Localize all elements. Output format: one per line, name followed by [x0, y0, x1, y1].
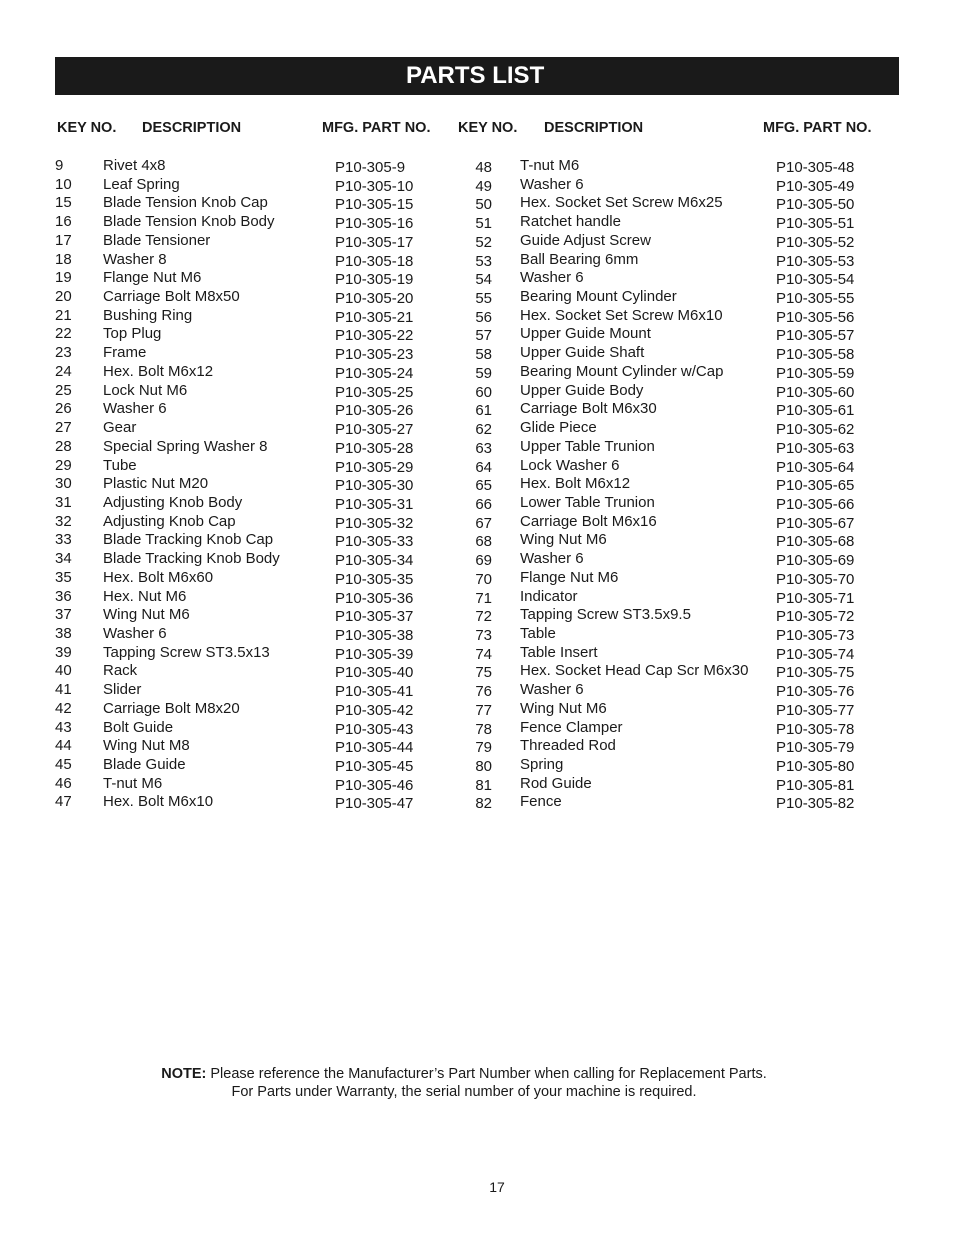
key-no: 77 — [475, 701, 492, 719]
key-no: 57 — [475, 327, 492, 345]
mfg-part-no: P10-305-68 — [776, 533, 855, 551]
mfg-part-no: P10-305-71 — [776, 589, 855, 607]
description: Fence Clamper — [520, 718, 623, 736]
mfg-part-no: P10-305-56 — [776, 308, 855, 326]
parts-row — [55, 382, 475, 401]
description: Upper Table Trunion — [520, 437, 655, 455]
mfg-part-no: P10-305-46 — [335, 776, 414, 794]
key-no: 29 — [55, 456, 72, 474]
description: Blade Tensioner — [103, 231, 211, 249]
mfg-part-no: P10-305-27 — [335, 421, 414, 439]
mfg-part-no: P10-305-61 — [776, 402, 855, 420]
header-key-no-left: KEY NO. — [57, 120, 117, 136]
mfg-part-no: P10-305-65 — [776, 477, 855, 495]
mfg-part-no: P10-305-31 — [335, 495, 414, 513]
parts-row — [55, 494, 475, 513]
parts-row — [55, 176, 475, 195]
description: Washer 6 — [520, 269, 584, 287]
description: Wing Nut M8 — [103, 737, 190, 755]
description: Hex. Socket Set Screw M6x25 — [520, 194, 723, 212]
description: Fence — [520, 793, 562, 811]
key-no: 26 — [55, 400, 72, 418]
title-banner — [55, 57, 899, 95]
page-title: PARTS LIST — [406, 62, 545, 89]
mfg-part-no: P10-305-9 — [335, 159, 406, 176]
mfg-part-no: P10-305-64 — [776, 458, 855, 476]
description: Tube — [103, 456, 137, 474]
key-no: 47 — [55, 793, 72, 811]
mfg-part-no: P10-305-44 — [335, 739, 414, 757]
parts-row — [55, 475, 475, 494]
description: T-nut M6 — [103, 774, 163, 792]
mfg-part-no: P10-305-24 — [335, 364, 414, 382]
key-no: 18 — [55, 250, 72, 268]
description: Hex. Bolt M6x12 — [103, 362, 214, 380]
parts-row — [55, 793, 475, 812]
mfg-part-no: P10-305-74 — [776, 645, 855, 663]
parts-row — [55, 251, 475, 270]
header-mfg-part-no-right: MFG. PART NO. — [763, 120, 872, 136]
parts-row — [55, 363, 475, 382]
mfg-part-no: P10-305-75 — [776, 664, 855, 682]
description: Top Plug — [103, 325, 162, 343]
mfg-part-no: P10-305-16 — [335, 215, 414, 233]
key-no: 16 — [55, 213, 72, 231]
key-no: 24 — [55, 362, 72, 380]
description: Threaded Rod — [520, 737, 616, 755]
key-no: 38 — [55, 624, 72, 642]
parts-row — [465, 325, 885, 344]
description: Carriage Bolt M8x50 — [103, 288, 240, 306]
header-key-no-right: KEY NO. — [458, 120, 518, 136]
mfg-part-no: P10-305-19 — [335, 271, 414, 289]
key-no: 42 — [55, 699, 72, 717]
mfg-part-no: P10-305-76 — [776, 683, 855, 701]
description: Hex. Socket Set Screw M6x10 — [520, 306, 723, 324]
key-no: 36 — [55, 587, 72, 605]
description: Gear — [103, 419, 137, 437]
key-no: 60 — [475, 383, 492, 401]
parts-row — [465, 513, 885, 532]
description: Tapping Screw ST3.5x9.5 — [520, 606, 691, 624]
description: Upper Guide Shaft — [520, 344, 645, 362]
key-no: 69 — [475, 552, 492, 570]
key-no: 9 — [55, 157, 64, 174]
note — [0, 1065, 928, 1101]
description: Table — [520, 624, 556, 642]
parts-row — [465, 194, 885, 213]
key-no: 20 — [55, 288, 72, 306]
key-no: 31 — [55, 493, 72, 511]
parts-row — [55, 700, 475, 719]
mfg-part-no: P10-305-79 — [776, 739, 855, 757]
mfg-part-no: P10-305-60 — [776, 383, 855, 401]
mfg-part-no: P10-305-55 — [776, 290, 855, 308]
parts-row — [55, 232, 475, 251]
note-line-2: For Parts under Warranty, the serial number of your machine is required. — [231, 1084, 697, 1100]
mfg-part-no: P10-305-62 — [776, 421, 855, 439]
key-no: 17 — [55, 231, 72, 249]
key-no: 27 — [55, 419, 72, 437]
parts-row — [465, 457, 885, 476]
parts-row — [55, 550, 475, 569]
parts-row — [55, 625, 475, 644]
parts-row — [55, 569, 475, 588]
parts-row — [465, 644, 885, 663]
key-no: 49 — [475, 177, 492, 195]
description: Washer 6 — [103, 400, 167, 418]
parts-row — [465, 157, 885, 176]
mfg-part-no: P10-305-42 — [335, 701, 414, 719]
key-no: 61 — [475, 402, 492, 420]
description: Washer 6 — [520, 681, 584, 699]
description: Flange Nut M6 — [520, 568, 619, 586]
key-no: 51 — [475, 215, 492, 233]
description: Adjusting Knob Body — [103, 493, 243, 511]
header-description-right: DESCRIPTION — [544, 120, 644, 136]
parts-row — [465, 494, 885, 513]
page-number: 17 — [489, 1179, 505, 1195]
description: Blade Guide — [103, 756, 186, 773]
key-no: 28 — [55, 437, 72, 455]
parts-row — [55, 419, 475, 438]
key-no: 78 — [475, 720, 492, 738]
description: Wing Nut M6 — [103, 606, 190, 624]
mfg-part-no: P10-305-82 — [776, 795, 855, 813]
parts-row — [465, 232, 885, 251]
mfg-part-no: P10-305-29 — [335, 458, 414, 476]
description: Carriage Bolt M8x20 — [103, 699, 240, 717]
mfg-part-no: P10-305-73 — [776, 626, 855, 644]
description: Blade Tracking Knob Cap — [103, 531, 274, 549]
key-no: 55 — [475, 290, 492, 308]
description: Hex. Socket Head Cap Scr M6x30 — [520, 662, 749, 680]
description: Table Insert — [520, 643, 598, 661]
description: Upper Guide Mount — [520, 325, 651, 343]
key-no: 15 — [55, 194, 72, 212]
parts-row — [465, 775, 885, 794]
key-no: 82 — [475, 795, 492, 813]
description: Frame — [103, 344, 147, 362]
description: Ball Bearing 6mm — [520, 250, 639, 268]
mfg-part-no: P10-305-37 — [335, 608, 414, 626]
description: Bearing Mount Cylinder w/Cap — [520, 362, 724, 380]
key-no: 23 — [55, 344, 72, 362]
note-label: NOTE: — [161, 1066, 207, 1082]
parts-row — [465, 756, 885, 775]
parts-row — [55, 737, 475, 756]
description: Adjusting Knob Cap — [103, 512, 236, 530]
key-no: 74 — [475, 645, 492, 663]
mfg-part-no: P10-305-81 — [776, 776, 855, 794]
description: Rod Guide — [520, 774, 592, 792]
parts-row — [465, 737, 885, 756]
key-no: 35 — [55, 568, 72, 586]
key-no: 22 — [55, 325, 72, 343]
parts-row — [465, 700, 885, 719]
description: Carriage Bolt M6x30 — [520, 400, 657, 418]
mfg-part-no: P10-305-32 — [335, 514, 414, 532]
mfg-part-no: P10-305-18 — [335, 252, 414, 270]
mfg-part-no: P10-305-69 — [776, 552, 855, 570]
mfg-part-no: P10-305-21 — [335, 308, 414, 326]
parts-table-left — [55, 157, 475, 812]
mfg-part-no: P10-305-50 — [776, 196, 855, 214]
parts-row — [465, 382, 885, 401]
description: Carriage Bolt M6x16 — [520, 512, 657, 530]
key-no: 40 — [55, 662, 72, 680]
mfg-part-no: P10-305-78 — [776, 720, 855, 738]
mfg-part-no: P10-305-72 — [776, 608, 855, 626]
description: Spring — [520, 756, 564, 773]
description: Blade Tracking Knob Body — [103, 550, 280, 568]
mfg-part-no: P10-305-59 — [776, 364, 855, 382]
description: Bolt Guide — [103, 718, 174, 736]
mfg-part-no: P10-305-26 — [335, 402, 414, 420]
mfg-part-no: P10-305-35 — [335, 570, 414, 588]
parts-row — [465, 363, 885, 382]
mfg-part-no: P10-305-33 — [335, 533, 414, 551]
key-no: 50 — [475, 196, 492, 214]
mfg-part-no: P10-305-57 — [776, 327, 855, 345]
key-no: 39 — [55, 643, 72, 661]
parts-row — [465, 251, 885, 270]
mfg-part-no: P10-305-45 — [335, 758, 414, 775]
mfg-part-no: P10-305-39 — [335, 645, 414, 663]
key-no: 64 — [475, 458, 492, 476]
description: Bushing Ring — [103, 306, 193, 324]
description: Wing Nut M6 — [520, 699, 607, 717]
description: Rack — [103, 662, 138, 680]
parts-row — [55, 775, 475, 794]
key-no: 54 — [475, 271, 492, 289]
key-no: 46 — [55, 774, 72, 792]
description: Lock Washer 6 — [520, 456, 620, 474]
mfg-part-no: P10-305-58 — [776, 346, 855, 364]
mfg-part-no: P10-305-25 — [335, 383, 414, 401]
parts-row — [55, 288, 475, 307]
parts-row — [465, 569, 885, 588]
description: Washer 6 — [103, 624, 167, 642]
key-no: 53 — [475, 252, 492, 270]
mfg-part-no: P10-305-47 — [335, 795, 414, 813]
parts-row — [465, 793, 885, 812]
parts-row — [55, 681, 475, 700]
note-text-1: Please reference the Manufacturer’s Part Number when calling for Replacement Parts. — [206, 1066, 767, 1082]
description: Lower Table Trunion — [520, 493, 655, 511]
parts-row — [55, 719, 475, 738]
mfg-part-no: P10-305-40 — [335, 664, 414, 682]
key-no: 79 — [475, 739, 492, 757]
parts-row — [465, 625, 885, 644]
key-no: 44 — [55, 737, 72, 755]
key-no: 37 — [55, 606, 72, 624]
parts-row — [55, 531, 475, 550]
mfg-part-no: P10-305-48 — [776, 159, 855, 176]
key-no: 72 — [475, 608, 492, 626]
mfg-part-no: P10-305-20 — [335, 290, 414, 308]
parts-table-right — [465, 157, 885, 812]
description: Tapping Screw ST3.5x13 — [103, 643, 270, 661]
key-no: 48 — [475, 159, 492, 176]
mfg-part-no: P10-305-52 — [776, 233, 855, 251]
key-no: 70 — [475, 570, 492, 588]
key-no: 81 — [475, 776, 492, 794]
parts-row — [465, 475, 885, 494]
mfg-part-no: P10-305-67 — [776, 514, 855, 532]
key-no: 68 — [475, 533, 492, 551]
key-no: 76 — [475, 683, 492, 701]
description: Plastic Nut M20 — [103, 475, 209, 493]
mfg-part-no: P10-305-41 — [335, 683, 414, 701]
parts-row — [465, 344, 885, 363]
parts-row — [55, 400, 475, 419]
description: Bearing Mount Cylinder — [520, 288, 677, 306]
parts-row — [465, 419, 885, 438]
parts-row — [55, 756, 475, 775]
description: Slider — [103, 681, 142, 699]
description: Rivet 4x8 — [103, 157, 166, 174]
description: Hex. Nut M6 — [103, 587, 187, 605]
mfg-part-no: P10-305-17 — [335, 233, 414, 251]
description: Washer 8 — [103, 250, 167, 268]
parts-row — [465, 588, 885, 607]
key-no: 32 — [55, 512, 72, 530]
mfg-part-no: P10-305-10 — [335, 177, 414, 195]
key-no: 75 — [475, 664, 492, 682]
description: Flange Nut M6 — [103, 269, 202, 287]
description: Washer 6 — [520, 550, 584, 568]
key-no: 52 — [475, 233, 492, 251]
mfg-part-no: P10-305-23 — [335, 346, 414, 364]
key-no: 56 — [475, 308, 492, 326]
key-no: 59 — [475, 364, 492, 382]
parts-row — [465, 662, 885, 681]
mfg-part-no: P10-305-15 — [335, 196, 414, 214]
parts-row — [465, 681, 885, 700]
parts-row — [465, 438, 885, 457]
header-mfg-part-no-left: MFG. PART NO. — [322, 120, 431, 136]
key-no: 63 — [475, 439, 492, 457]
mfg-part-no: P10-305-70 — [776, 570, 855, 588]
parts-row — [465, 269, 885, 288]
description: Hex. Bolt M6x60 — [103, 568, 214, 586]
description: Indicator — [520, 587, 578, 605]
key-no: 43 — [55, 718, 72, 736]
parts-row — [55, 588, 475, 607]
mfg-part-no: P10-305-66 — [776, 495, 855, 513]
parts-row — [465, 307, 885, 326]
mfg-part-no: P10-305-77 — [776, 701, 855, 719]
parts-row — [55, 157, 475, 176]
key-no: 80 — [475, 758, 492, 775]
key-no: 71 — [475, 589, 492, 607]
mfg-part-no: P10-305-80 — [776, 758, 855, 775]
key-no: 19 — [55, 269, 72, 287]
parts-row — [55, 606, 475, 625]
mfg-part-no: P10-305-30 — [335, 477, 414, 495]
mfg-part-no: P10-305-28 — [335, 439, 414, 457]
description: Ratchet handle — [520, 213, 621, 231]
description: Special Spring Washer 8 — [103, 437, 268, 455]
parts-row — [465, 288, 885, 307]
parts-row — [465, 176, 885, 195]
key-no: 67 — [475, 514, 492, 532]
key-no: 34 — [55, 550, 72, 568]
header-description-left: DESCRIPTION — [142, 120, 242, 136]
key-no: 45 — [55, 756, 72, 773]
parts-row — [55, 513, 475, 532]
key-no: 58 — [475, 346, 492, 364]
description: Hex. Bolt M6x12 — [520, 475, 631, 493]
mfg-part-no: P10-305-54 — [776, 271, 855, 289]
mfg-part-no: P10-305-51 — [776, 215, 855, 233]
mfg-part-no: P10-305-22 — [335, 327, 414, 345]
parts-row — [465, 719, 885, 738]
description: Glide Piece — [520, 419, 597, 437]
parts-row — [55, 194, 475, 213]
mfg-part-no: P10-305-49 — [776, 177, 855, 195]
key-no: 33 — [55, 531, 72, 549]
parts-row — [465, 550, 885, 569]
description: Washer 6 — [520, 175, 584, 193]
parts-row — [55, 269, 475, 288]
description: Blade Tension Knob Body — [103, 213, 275, 231]
key-no: 21 — [55, 306, 72, 324]
note-line-1 — [0, 1065, 928, 1083]
parts-row — [55, 662, 475, 681]
description: Hex. Bolt M6x10 — [103, 793, 214, 811]
parts-row — [465, 213, 885, 232]
mfg-part-no: P10-305-43 — [335, 720, 414, 738]
mfg-part-no: P10-305-38 — [335, 626, 414, 644]
description: Leaf Spring — [103, 175, 180, 193]
parts-row — [465, 531, 885, 550]
key-no: 30 — [55, 475, 72, 493]
key-no: 73 — [475, 626, 492, 644]
description: T-nut M6 — [520, 157, 580, 174]
parts-row — [55, 344, 475, 363]
key-no: 10 — [55, 175, 72, 193]
parts-row — [465, 606, 885, 625]
description: Upper Guide Body — [520, 381, 644, 399]
parts-row — [55, 213, 475, 232]
key-no: 41 — [55, 681, 72, 699]
description: Lock Nut M6 — [103, 381, 188, 399]
description: Wing Nut M6 — [520, 531, 607, 549]
description: Guide Adjust Screw — [520, 231, 651, 249]
key-no: 62 — [475, 421, 492, 439]
parts-row — [55, 644, 475, 663]
mfg-part-no: P10-305-63 — [776, 439, 855, 457]
parts-row — [55, 307, 475, 326]
parts-row — [55, 325, 475, 344]
parts-row — [55, 438, 475, 457]
mfg-part-no: P10-305-36 — [335, 589, 414, 607]
key-no: 66 — [475, 495, 492, 513]
key-no: 25 — [55, 381, 72, 399]
parts-row — [465, 400, 885, 419]
mfg-part-no: P10-305-53 — [776, 252, 855, 270]
description: Blade Tension Knob Cap — [103, 194, 268, 212]
mfg-part-no: P10-305-34 — [335, 552, 414, 570]
parts-row — [55, 457, 475, 476]
key-no: 65 — [475, 477, 492, 495]
